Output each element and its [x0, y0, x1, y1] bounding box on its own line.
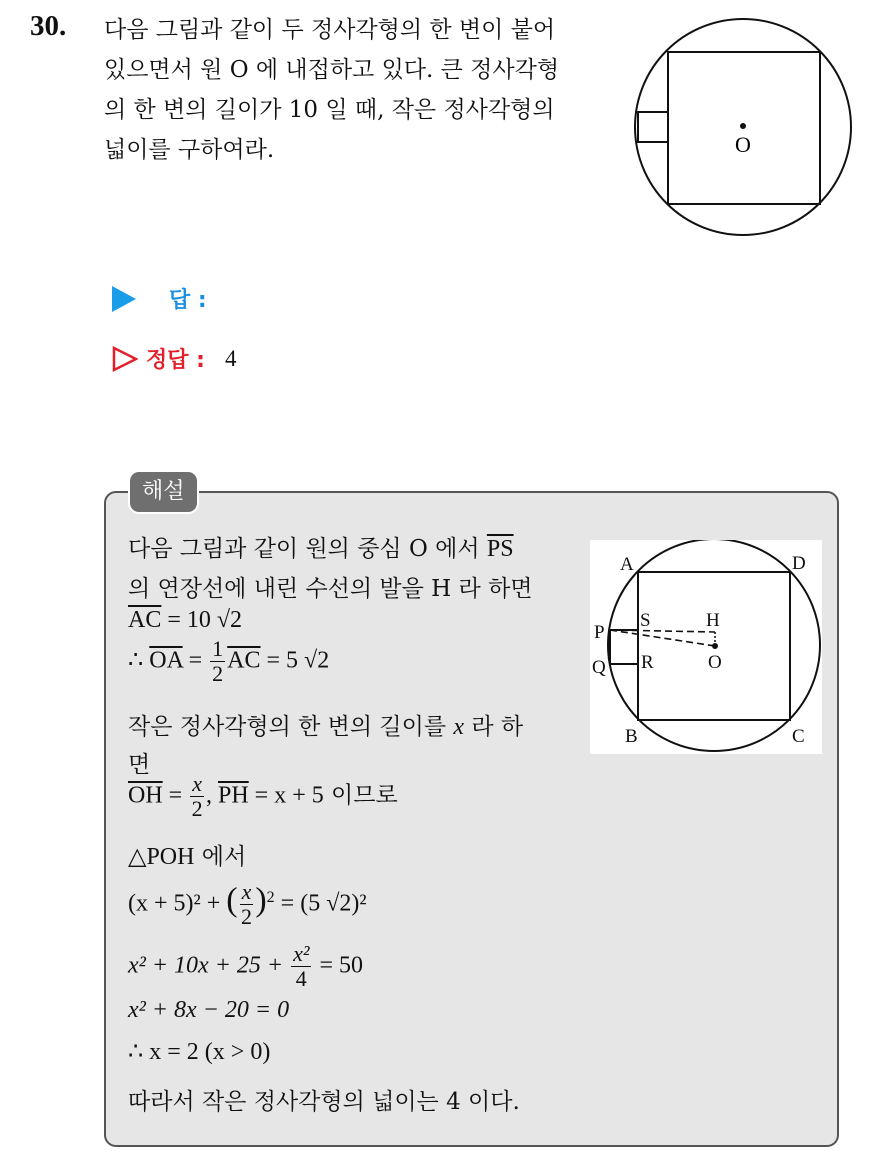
play-triangle-icon: [112, 286, 136, 312]
math: (x + 5)² +: [128, 890, 227, 917]
text: 다음 그림과 같이 원의 중심 O 에서: [128, 536, 487, 562]
fraction: [240, 880, 254, 929]
numerator: 1: [212, 636, 224, 661]
denominator: 2: [240, 904, 252, 929]
solution-line: [128, 838, 246, 871]
text: 이므로: [323, 782, 398, 809]
solution-line: ∴ x = 2 (x > 0): [128, 1039, 271, 1065]
text: 에서: [194, 844, 247, 870]
answer-label: 답 :: [169, 288, 207, 313]
label-b: B: [625, 726, 638, 747]
segment-ps: $\overline{PS}$: [486, 536, 514, 562]
superscript: 2: [266, 888, 275, 906]
math: = 10 √2: [161, 607, 243, 633]
numerator: x: [192, 771, 202, 796]
denominator: 2: [212, 661, 224, 686]
var-x: x: [453, 714, 465, 740]
text: 작은 정사각형의 한 변의 길이를: [128, 714, 454, 740]
solution-line: 따라서 작은 정사각형의 넓이는 4 이다.: [128, 1089, 520, 1115]
comma: ,: [205, 782, 218, 809]
denominator: 2: [191, 796, 203, 821]
solution-line: 면: [128, 752, 151, 778]
label-o: O: [708, 652, 722, 673]
label-o: O: [735, 132, 751, 157]
equals: =: [182, 647, 209, 674]
fraction: [210, 637, 225, 686]
question-line: 다음 그림과 같이 두 정사각형의 한 변이 붙어: [104, 17, 556, 43]
solution-line: [128, 530, 514, 563]
solution-line: [128, 772, 398, 821]
correct-value: 4: [224, 345, 237, 371]
label-a: A: [620, 554, 634, 575]
fraction: [291, 942, 311, 991]
solution-line: [128, 637, 329, 686]
fraction: [190, 772, 204, 821]
math: x² + 10x + 25 +: [128, 952, 290, 979]
question-figure: [633, 12, 855, 242]
solution-line: [128, 708, 523, 741]
question-line: 있으면서 원 O 에 내접하고 있다. 큰 정사각형: [104, 57, 560, 83]
segment-ph: $\overline{PH}$: [217, 782, 249, 809]
question-line: 넓이를 구하여라.: [104, 137, 275, 163]
label-s: S: [640, 610, 651, 631]
correct-label: 정답 :: [146, 348, 205, 373]
question-text: [104, 10, 624, 170]
question-line: 의 한 변의 길이가 10 일 때, 작은 정사각형의: [104, 97, 555, 123]
answer-row: [112, 283, 207, 314]
numerator: x²: [293, 941, 310, 966]
outline-triangle-icon: [112, 346, 138, 372]
small-square: [610, 630, 638, 664]
center-point: [740, 123, 746, 129]
numerator: x: [241, 879, 252, 904]
solution-line: 의 연장선에 내린 수선의 발을 H 라 하면: [128, 576, 533, 602]
solution-line: [128, 880, 367, 929]
correct-answer-row: [112, 343, 236, 374]
paren: ): [255, 881, 267, 919]
label-q: Q: [592, 657, 606, 678]
segment-ac: $\overline{AC}$: [128, 607, 162, 633]
solution-line: [128, 942, 363, 991]
solution-figure: [590, 540, 822, 754]
denominator: 4: [295, 966, 307, 991]
math: = (5 √2)²: [274, 890, 367, 917]
triangle-poh: △POH: [128, 844, 195, 870]
math: = x + 5: [248, 782, 324, 809]
solution-line: [128, 607, 242, 634]
small-square: [638, 112, 668, 142]
center-point: [712, 643, 718, 649]
segment-ac: $\overline{AC}$: [227, 647, 261, 674]
paren: (: [226, 881, 238, 919]
segment-oa: $\overline{OA}$: [149, 647, 183, 674]
solution-line: x² + 8x − 20 = 0: [128, 997, 290, 1023]
equals: =: [162, 782, 189, 809]
label-r: R: [641, 652, 654, 673]
solution-tag: 해설: [128, 470, 199, 514]
label-h: H: [706, 610, 720, 631]
label-c: C: [792, 726, 805, 747]
label-p: P: [594, 622, 605, 643]
text: 라 하: [464, 714, 524, 740]
therefore: ∴: [128, 647, 150, 674]
label-d: D: [792, 553, 806, 574]
segment-oh: $\overline{OH}$: [128, 782, 163, 809]
math: = 5 √2: [260, 647, 330, 674]
question-number: 30.: [30, 10, 67, 42]
math: = 50: [313, 952, 364, 979]
